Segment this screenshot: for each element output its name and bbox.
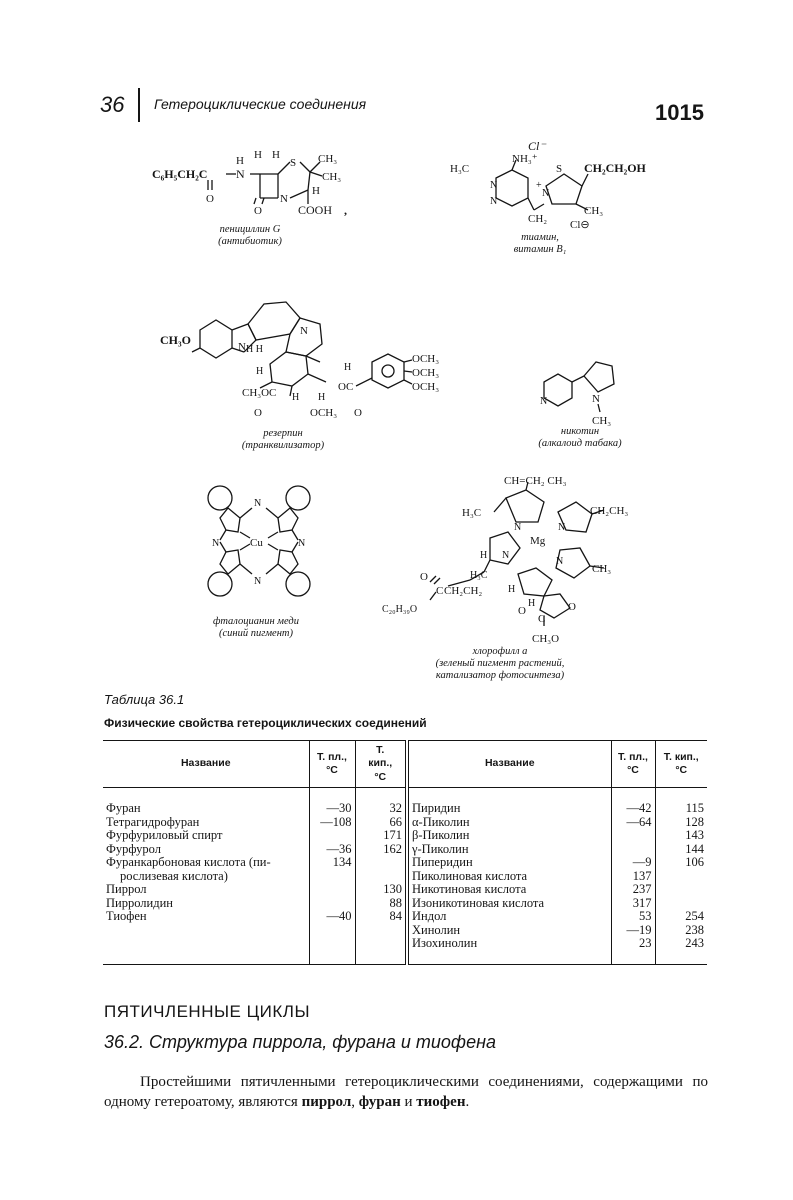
table-cell: 88: [389, 895, 402, 910]
chlorophyll-caption-1: хлорофилл a: [472, 646, 528, 657]
chlorophyll-ch3o: CH₃O: [532, 633, 560, 645]
right-mp-column: [611, 788, 655, 965]
chlorophyll-o-ring: O: [568, 601, 576, 613]
penicillin-s: S: [290, 157, 297, 169]
chlorophyll-n3: N: [502, 550, 510, 561]
phthalocyanine-n-left: N: [212, 538, 220, 549]
table-cell: —40: [326, 909, 352, 923]
reserpine-ch3o: CH₃O: [160, 333, 191, 347]
thiamine-structure: [446, 138, 676, 230]
nicotine-caption-2: (алкалоид табака): [538, 438, 622, 449]
table-cell: Фуран: [106, 801, 141, 815]
thiamine-nh3: NH₃⁺: [512, 153, 538, 165]
paragraph: Простейшими пятичленными гетероциклическими соединениями, содержащими по одному гетероатому, являются пиррол, фуран и тиофен.: [104, 1074, 708, 1110]
chlorophyll-vinyl: CH=CH₂ CH₃: [504, 475, 567, 487]
chapter-number: 36: [100, 92, 125, 117]
reserpine-h-d: H: [318, 392, 326, 403]
table-cell: 243: [685, 936, 704, 950]
penicillin-side-chain: C₆H₅CH₂C: [152, 167, 208, 181]
table-cell: Никотиновая кислота: [412, 882, 527, 896]
thiamine-cl-top: Cl⁻: [528, 139, 546, 153]
header-mp-right: Т. пл., °C: [611, 741, 655, 788]
penicillin-structure: [150, 142, 370, 228]
left-names-column: [103, 788, 309, 965]
penicillin-caption: [190, 224, 310, 248]
chlorophyll-n2: N: [558, 522, 566, 533]
reserpine-h-a: H: [256, 366, 264, 377]
header-bp-left: Т. кип., °C: [355, 741, 407, 788]
chlorophyll-h-c: H: [528, 598, 536, 609]
reserpine-och3-3: OCH₃: [412, 381, 440, 393]
table-cell: [659, 870, 705, 884]
chlorophyll-h3c-low: H₃C: [470, 570, 488, 581]
penicillin-h2: H: [272, 149, 280, 161]
nicotine-ch3: CH₃: [592, 415, 612, 427]
table-cell: —108: [320, 814, 352, 829]
reserpine-n-indole: N: [238, 341, 246, 353]
nicotine-n-ring: N: [592, 393, 600, 405]
table-cell: [313, 897, 352, 911]
chlorophyll-c-ester: C: [436, 585, 444, 597]
penicillin-nh-h: H: [236, 155, 244, 167]
term-furan: фуран: [358, 1094, 401, 1110]
table-cell: [359, 870, 403, 884]
subsection-title: 36.2. Структура пиррола, фурана и тиофена: [104, 1032, 497, 1052]
reserpine-o-ester: O: [254, 407, 262, 419]
chapter-title: Гетероциклические соединения: [154, 96, 367, 112]
table-cell: Изохинолин: [412, 936, 478, 950]
reserpine-structure: [160, 278, 480, 426]
table-cell: Пиперидин: [412, 855, 473, 869]
table-cell: 254: [685, 909, 704, 923]
penicillin-o: O: [206, 193, 214, 205]
left-mp-column: [309, 788, 355, 965]
phthalocyanine-n-right: N: [298, 538, 306, 549]
table-cell: 134: [332, 855, 352, 869]
chlorophyll-n4: N: [556, 556, 564, 567]
reserpine-caption-2: (транквилизатор): [241, 440, 325, 451]
phthalocyanine-n-top: N: [254, 498, 262, 509]
thiamine-ch2: CH₂: [528, 213, 548, 225]
table-cell: —64: [626, 814, 652, 829]
phthalocyanine-cu: Cu: [250, 537, 263, 549]
table-cell: γ-Пиколин: [412, 841, 469, 856]
table-cell: —9: [632, 855, 652, 869]
table-body-row: [103, 788, 707, 965]
chlorophyll-h3c: H₃C: [462, 507, 482, 519]
chlorophyll-mg: Mg: [530, 535, 546, 547]
table-cell: —19: [626, 922, 652, 937]
right-bp-column: [655, 788, 707, 965]
chlorophyll-caption: [400, 646, 600, 682]
penicillin-h3: H: [312, 185, 320, 197]
reserpine-och3-mid: OCH₃: [310, 407, 338, 419]
chlorophyll-ch3-right: CH₃: [592, 563, 612, 575]
thiamine-plus: +: [536, 180, 542, 191]
chlorophyll-caption-2: (зеленый пигмент растений,: [435, 658, 565, 669]
table-cell: 84: [389, 909, 402, 923]
table-cell: [615, 843, 652, 857]
section-title: ПЯТИЧЛЕННЫЕ ЦИКЛЫ: [104, 1002, 310, 1021]
reserpine-och3-1: OCH₃: [412, 353, 440, 365]
penicillin-cooh: COOH: [298, 203, 333, 217]
table-cell: 137: [632, 868, 652, 883]
table-cell: Индол: [412, 909, 447, 923]
table-cell: Фуранкарбоновая кислота (пи-: [106, 855, 271, 869]
thiamine-h3c: H₃C: [450, 163, 470, 175]
penicillin-h1: H: [254, 149, 262, 161]
chlorophyll-c-low: C: [538, 613, 546, 625]
chlorophyll-h-left: H: [480, 550, 488, 561]
table-cell: Фурфуриловый спирт: [106, 828, 223, 842]
header-bp-right: Т. кип., °C: [655, 741, 707, 788]
phthalocyanine-caption-1: фталоцианин меди: [213, 616, 299, 627]
thiamine-n1: N: [490, 180, 498, 191]
reserpine-caption-1: резерпин: [263, 428, 303, 439]
table-cell: 32: [389, 801, 402, 815]
term-thiophene: тиофен: [416, 1094, 466, 1110]
header-mp-left: Т. пл., °C: [309, 741, 355, 788]
table-cell: Пирролидин: [106, 895, 173, 910]
table-cell: 115: [685, 801, 704, 815]
table-cell: рослизевая кислота): [120, 868, 228, 883]
right-names-column: [407, 788, 611, 965]
chlorophyll-h-low: H: [508, 584, 516, 595]
table-cell: [359, 856, 403, 870]
reserpine-n-ring: N: [300, 325, 308, 337]
phthalocyanine-structure: [190, 474, 330, 614]
table-cell: 53: [639, 909, 652, 923]
page-number: 1015: [655, 100, 704, 125]
table-cell: 162: [383, 841, 402, 856]
reserpine-caption: [218, 428, 348, 452]
table-cell: 130: [383, 882, 402, 896]
table-cell: Пиррол: [106, 882, 147, 896]
penicillin-comma: ,: [344, 203, 347, 217]
penicillin-o-ring: O: [254, 205, 262, 217]
table-cell: [313, 829, 352, 843]
table-cell: 66: [389, 814, 402, 829]
chlorophyll-c20h39o: C₂₀H₃₉O: [382, 604, 418, 615]
table-cell: 144: [685, 841, 704, 856]
table-cell: —36: [326, 841, 352, 856]
header-name-right: Название: [407, 741, 611, 788]
thiamine-cl-bottom: Cl⊖: [570, 219, 590, 230]
table-cell: Тиофен: [106, 909, 147, 923]
header-name-left: Название: [103, 741, 309, 788]
term-pyrrole: пиррол: [301, 1094, 352, 1110]
thiamine-caption-1: тиамин,: [521, 232, 559, 243]
table-cell: —30: [326, 801, 352, 815]
table-cell: Пиридин: [412, 801, 461, 815]
thiamine-s: S: [556, 163, 563, 175]
table-cell: 237: [632, 882, 652, 896]
penicillin-ch3b: CH₃: [322, 171, 342, 183]
chlorophyll-o-c: O: [518, 605, 526, 617]
table-cell: 128: [685, 814, 704, 829]
table-cell: 171: [383, 828, 402, 842]
reserpine-oc: OC: [338, 381, 354, 393]
table-cell: —42: [626, 801, 652, 815]
table-caption: Таблица 36.1: [104, 692, 185, 707]
reserpine-och3-2: OCH₃: [412, 367, 440, 379]
chlorophyll-ch2ch3: CH₂CH₃: [590, 505, 629, 517]
table-cell: [313, 870, 352, 884]
chlorophyll-caption-3: катализатор фотосинтеза): [435, 670, 565, 681]
reserpine-h-b: H: [344, 362, 352, 373]
reserpine-hh: H H: [246, 344, 263, 355]
chlorophyll-n1: N: [514, 522, 522, 533]
table-cell: [659, 897, 705, 911]
phthalocyanine-caption: [196, 616, 316, 640]
nicotine-caption-1: никотин: [560, 426, 600, 437]
table-cell: 238: [685, 922, 704, 937]
penicillin-ring-n: N: [280, 193, 288, 205]
table-cell: Хинолин: [412, 922, 461, 937]
thiamine-n3: N: [542, 188, 550, 199]
left-bp-column: [355, 788, 407, 965]
table-cell: 143: [685, 828, 704, 842]
penicillin-ch3a: CH₃: [318, 153, 338, 165]
chlorophyll-ch2ch2: CH₂CH₂: [444, 585, 483, 597]
nicotine-caption: [520, 426, 640, 450]
table-cell: Пиколиновая кислота: [412, 868, 528, 883]
penicillin-caption-1: пенициллин G: [219, 224, 281, 235]
reserpine-h-c: H: [292, 392, 300, 403]
chlorophyll-structure: [378, 468, 688, 646]
table-cell: [615, 829, 652, 843]
table-cell: Фурфурол: [106, 841, 161, 856]
thiamine-caption-2: витамин B₁: [513, 244, 567, 255]
header-divider: [138, 88, 140, 122]
table-cell: α-Пиколин: [412, 814, 470, 829]
table-cell: Изоникотиновая кислота: [412, 895, 545, 910]
table-header-row: [103, 741, 707, 788]
table-cell: [659, 883, 705, 897]
penicillin-nh-n: N: [236, 167, 245, 181]
thiamine-n2: N: [490, 196, 498, 207]
paragraph-text: Простейшими пятичленными гетероциклическими соединениями, содержащими по одному гетероатому, являются: [104, 1074, 708, 1110]
nicotine-n-pyridine: N: [540, 396, 548, 407]
table-cell: 23: [639, 936, 652, 950]
table-title: Физические свойства гетероциклических соединений: [104, 716, 427, 730]
reserpine-o-down: O: [354, 407, 362, 419]
chlorophyll-o-keto: O: [420, 571, 428, 583]
thiamine-ch3: CH₃: [584, 205, 604, 217]
table-cell: [313, 883, 352, 897]
penicillin-caption-2: (антибиотик): [218, 236, 282, 247]
thiamine-caption: [490, 232, 590, 256]
thiamine-ch2ch2oh: CH₂CH₂OH: [584, 161, 646, 175]
nicotine-structure: [530, 348, 640, 430]
properties-table: [103, 740, 707, 965]
reserpine-ch3oc: CH₃OC: [242, 387, 277, 399]
table-cell: β-Пиколин: [412, 828, 470, 842]
phthalocyanine-n-bottom: N: [254, 576, 262, 587]
table-cell: 106: [685, 855, 704, 869]
table-cell: Тетрагидрофуран: [106, 814, 200, 829]
phthalocyanine-caption-2: (синий пигмент): [219, 628, 293, 639]
table-cell: 317: [632, 895, 652, 910]
